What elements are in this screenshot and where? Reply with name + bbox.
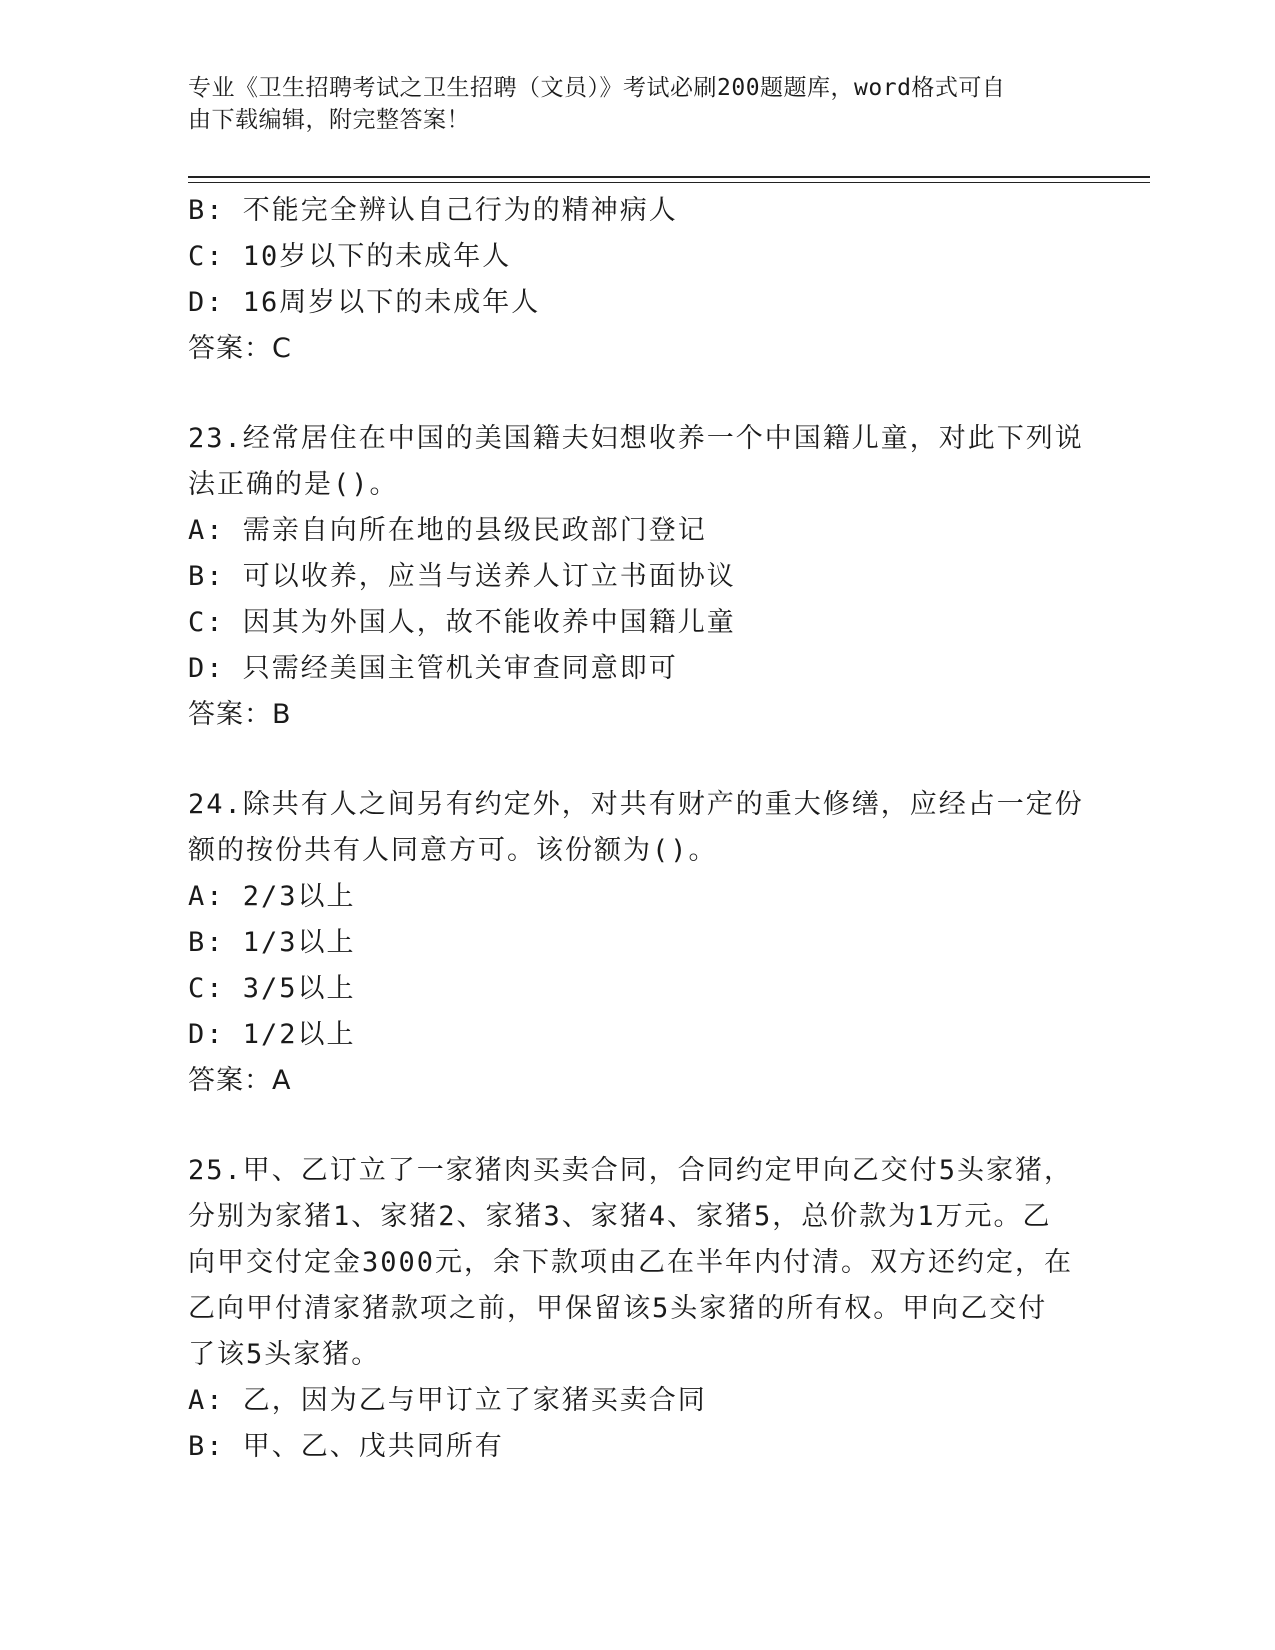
question-stem: 向甲交付定金3000元，余下款项由乙在半年内付清。双方还约定，在: [188, 1247, 1074, 1278]
option-d: D: 16周岁以下的未成年人: [188, 287, 541, 318]
option-c: C: 因其为外国人，故不能收养中国籍儿童: [188, 607, 736, 638]
question-stem: 23.经常居住在中国的美国籍夫妇想收养一个中国籍儿童，对此下列说: [188, 423, 1084, 454]
spacer: [188, 1104, 1088, 1148]
option-d: D: 1/2以上: [188, 1019, 356, 1050]
option-b: B: 甲、乙、戊共同所有: [188, 1431, 504, 1462]
option-b: B: 可以收养，应当与送养人订立书面协议: [188, 561, 736, 592]
option-c: C: 3/5以上: [188, 973, 356, 1004]
option-b: B: 不能完全辨认自己行为的精神病人: [188, 195, 678, 226]
question-content: [188, 188, 1088, 1470]
question-stem: 分别为家猪1、家猪2、家猪3、家猪4、家猪5，总价款为1万元。乙: [188, 1201, 1052, 1232]
question-22: [188, 188, 1088, 372]
question-stem: 法正确的是()。: [188, 469, 399, 500]
document-header: [188, 72, 1088, 136]
question-stem: 了该5头家猪。: [188, 1339, 381, 1370]
header-line-2: 由下载编辑，附完整答案！: [188, 107, 470, 133]
header-line-1: 专业《卫生招聘考试之卫生招聘（文员）》考试必刷200题题库，word格式可自: [188, 75, 1006, 101]
spacer: [188, 738, 1088, 782]
question-stem: 24.除共有人之间另有约定外，对共有财产的重大修缮，应经占一定份: [188, 789, 1084, 820]
question-23: [188, 416, 1088, 738]
answer: 答案：C: [188, 333, 292, 364]
answer: 答案：B: [188, 699, 292, 730]
question-stem: 乙向甲付清家猪款项之前，甲保留该5头家猪的所有权。甲向乙交付: [188, 1293, 1048, 1324]
header-divider-thin: [188, 182, 1150, 183]
answer: 答案：A: [188, 1065, 292, 1096]
question-25: [188, 1148, 1088, 1470]
option-c: C: 10岁以下的未成年人: [188, 241, 512, 272]
option-a: A: 2/3以上: [188, 881, 356, 912]
option-d: D: 只需经美国主管机关审查同意即可: [188, 653, 678, 684]
option-a: A: 乙，因为乙与甲订立了家猪买卖合同: [188, 1385, 707, 1416]
header-divider-thick: [188, 176, 1150, 178]
question-stem: 额的按份共有人同意方可。该份额为()。: [188, 835, 718, 866]
option-b: B: 1/3以上: [188, 927, 356, 958]
option-a: A: 需亲自向所在地的县级民政部门登记: [188, 515, 707, 546]
spacer: [188, 372, 1088, 416]
question-24: [188, 782, 1088, 1104]
question-stem: 25.甲、乙订立了一家猪肉买卖合同，合同约定甲向乙交付5头家猪，: [188, 1155, 1074, 1186]
